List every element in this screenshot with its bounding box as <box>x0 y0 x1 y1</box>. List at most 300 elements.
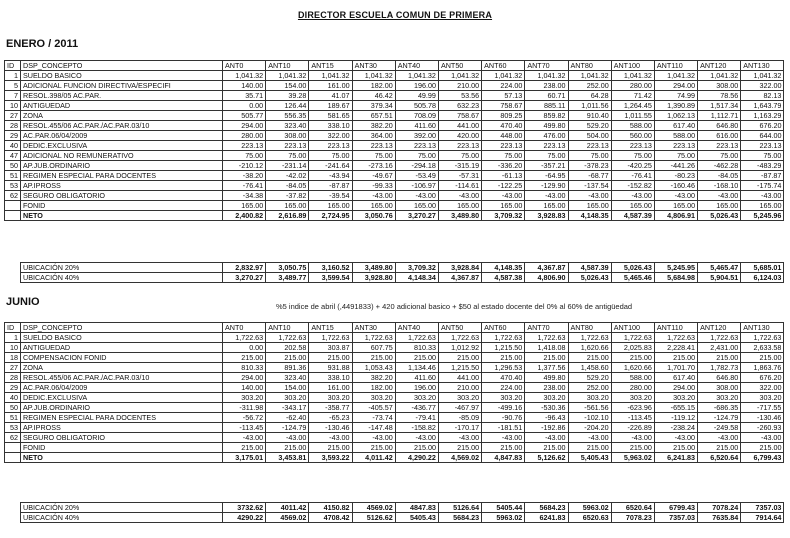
table-cell: 1,722.63 <box>309 333 352 343</box>
table-cell: 75.00 <box>568 151 611 161</box>
table-cell: 5,126.62 <box>525 453 568 463</box>
table-cell: 196.00 <box>395 383 438 393</box>
table-cell: 4569.02 <box>352 503 395 513</box>
table-cell: 3,489.80 <box>438 211 481 221</box>
table-cell: DEDIC.EXCLUSIVA <box>21 141 223 151</box>
table-cell: 64.28 <box>568 91 611 101</box>
table-cell: 1,390.89 <box>654 101 697 111</box>
table-cell: -43.00 <box>352 433 395 443</box>
table-cell: 411.60 <box>395 373 438 383</box>
ubicacion-table-junio <box>20 502 784 523</box>
table-cell: -106.97 <box>395 181 438 191</box>
table-cell: 6520.63 <box>568 513 611 523</box>
table-row <box>5 71 784 81</box>
table-cell: 223.13 <box>438 141 481 151</box>
table-row <box>5 413 784 423</box>
table-row <box>5 201 784 211</box>
table-cell: 1,722.63 <box>654 333 697 343</box>
table-cell: SUELDO BASICO <box>21 333 223 343</box>
table-cell: ANT130 <box>741 61 784 71</box>
table-cell: AP.JUB.ORDINARIO <box>21 403 223 413</box>
table-cell: ANT110 <box>654 323 697 333</box>
table-cell: 1,112.71 <box>698 111 741 121</box>
table-cell: AC.PAR.06/04/2009 <box>21 131 223 141</box>
table-cell: 476.00 <box>525 131 568 141</box>
table-cell: 1,722.63 <box>568 333 611 343</box>
table-cell: 505.78 <box>395 101 438 111</box>
table-cell: 75.00 <box>266 151 309 161</box>
table-cell: 5 <box>5 81 21 91</box>
table-cell: 303.20 <box>266 393 309 403</box>
table-cell: 1,620.66 <box>568 343 611 353</box>
table-cell: 411.60 <box>395 121 438 131</box>
table-cell: -43.94 <box>309 171 352 181</box>
table-cell: 5,963.02 <box>611 453 654 463</box>
table-cell: -56.72 <box>223 413 266 423</box>
table-cell: 215.00 <box>568 353 611 363</box>
table-cell: 189.67 <box>309 101 352 111</box>
table-cell: -53.49 <box>395 171 438 181</box>
table-cell: 215.00 <box>395 353 438 363</box>
table-cell: 75.00 <box>352 151 395 161</box>
table-cell: -43.00 <box>654 191 697 201</box>
table-cell: 35.71 <box>223 91 266 101</box>
table-cell: 3,270.27 <box>223 273 266 283</box>
table-cell: 323.40 <box>266 121 309 131</box>
table-cell: AP.IPROSS <box>21 181 223 191</box>
table-cell: 224.00 <box>482 383 525 393</box>
table-cell: -315.19 <box>438 161 481 171</box>
table-cell: 504.00 <box>568 131 611 141</box>
table-cell: ANTIGUEDAD <box>21 101 223 111</box>
table-cell: 303.87 <box>309 343 352 353</box>
table-cell: -260.93 <box>741 423 784 433</box>
table-cell: 1,041.32 <box>698 71 741 81</box>
table-row <box>5 101 784 111</box>
table-cell: UBICACIÓN 20% <box>21 503 223 513</box>
table-cell: 308.00 <box>698 383 741 393</box>
table-cell: 322.00 <box>741 383 784 393</box>
table-cell: 1,722.63 <box>223 333 266 343</box>
table-cell: -68.77 <box>568 171 611 181</box>
table-cell: 40 <box>5 141 21 151</box>
table-cell: 5,465.46 <box>611 273 654 283</box>
table-cell: 2,400.82 <box>223 211 266 221</box>
table-cell: 1,418.08 <box>525 343 568 353</box>
table-cell: 4,148.34 <box>395 273 438 283</box>
table-cell: NETO <box>21 453 223 463</box>
table-cell: UBICACIÓN 40% <box>21 273 223 283</box>
table-cell: 7357.03 <box>654 513 697 523</box>
table-cell: 2,228.41 <box>654 343 697 353</box>
table-cell: 323.40 <box>266 373 309 383</box>
table-cell: 215.00 <box>698 443 741 453</box>
table-cell: 4,367.87 <box>438 273 481 283</box>
table-cell: RESOL.455/06 AC.PAR./AC.PAR.03/10 <box>21 121 223 131</box>
table-cell: 1,041.32 <box>309 71 352 81</box>
table-cell: 1,701.70 <box>654 363 697 373</box>
table-cell: 75.00 <box>482 151 525 161</box>
table-cell: ANT130 <box>741 323 784 333</box>
table-cell: 223.13 <box>395 141 438 151</box>
table-cell: 1,062.13 <box>654 111 697 121</box>
table-cell: 165.00 <box>438 201 481 211</box>
table-cell: 1,041.32 <box>482 71 525 81</box>
table-cell: ANT110 <box>654 61 697 71</box>
table-cell: -160.46 <box>654 181 697 191</box>
table-cell: 588.00 <box>611 121 654 131</box>
table-cell: 75.00 <box>223 151 266 161</box>
table-cell: -65.23 <box>309 413 352 423</box>
table-cell: 294.00 <box>654 81 697 91</box>
table-cell: 82.13 <box>741 91 784 101</box>
table-cell: 470.40 <box>482 373 525 383</box>
table-row <box>5 343 784 353</box>
table-cell: 1,053.43 <box>352 363 395 373</box>
neto-row <box>5 211 784 221</box>
table-cell: 0.00 <box>223 343 266 353</box>
table-cell: 810.33 <box>395 343 438 353</box>
table-cell: 165.00 <box>698 201 741 211</box>
table-cell: 1,722.63 <box>741 333 784 343</box>
table-cell: 7078.24 <box>698 503 741 513</box>
table-cell: 3,489.77 <box>266 273 309 283</box>
table-cell: 161.00 <box>309 81 352 91</box>
table-cell: 252.00 <box>568 383 611 393</box>
table-row <box>5 383 784 393</box>
table-cell <box>5 211 21 221</box>
table-cell: 1,377.56 <box>525 363 568 373</box>
table-cell: 215.00 <box>741 353 784 363</box>
table-cell: 470.40 <box>482 121 525 131</box>
table-row <box>5 161 784 171</box>
table-cell: 75.00 <box>438 151 481 161</box>
table-cell: 5126.62 <box>352 513 395 523</box>
table-cell <box>5 453 21 463</box>
table-cell: 6,124.03 <box>741 273 784 283</box>
table-cell: 57.13 <box>482 91 525 101</box>
table-cell: -85.09 <box>438 413 481 423</box>
table-cell: ANT10 <box>266 61 309 71</box>
table-cell: -64.95 <box>525 171 568 181</box>
table-cell: -462.28 <box>698 161 741 171</box>
table-cell: 6,520.64 <box>698 453 741 463</box>
table-cell: 392.00 <box>395 131 438 141</box>
table-cell: 5684.23 <box>525 503 568 513</box>
table-cell: -38.20 <box>223 171 266 181</box>
table-cell: -37.82 <box>266 191 309 201</box>
table-cell: 1,722.63 <box>395 333 438 343</box>
table-cell: 758.67 <box>438 111 481 121</box>
table-cell: 1 <box>5 71 21 81</box>
table-cell: -90.76 <box>482 413 525 423</box>
table-cell: ANT120 <box>698 323 741 333</box>
table-cell: 1,296.53 <box>482 363 525 373</box>
table-cell: 51 <box>5 171 21 181</box>
table-cell: 294.00 <box>654 383 697 393</box>
table-cell: 1 <box>5 333 21 343</box>
table-cell: 3,160.52 <box>309 263 352 273</box>
table-cell: -43.00 <box>698 433 741 443</box>
table-cell: 210.00 <box>438 383 481 393</box>
table-cell: 5963.02 <box>482 513 525 523</box>
table-cell: 338.10 <box>309 121 352 131</box>
table-cell: -43.00 <box>395 191 438 201</box>
table-cell: -405.57 <box>352 403 395 413</box>
table-cell: 3,599.54 <box>309 273 352 283</box>
table-cell: 303.20 <box>438 393 481 403</box>
table-cell: 303.20 <box>741 393 784 403</box>
table-cell: 644.00 <box>741 131 784 141</box>
table-cell: -273.16 <box>352 161 395 171</box>
table-cell: -43.00 <box>525 433 568 443</box>
table-cell: 859.82 <box>525 111 568 121</box>
table-cell: 676.20 <box>741 373 784 383</box>
table-cell: ANT0 <box>223 61 266 71</box>
table-cell: 10 <box>5 101 21 111</box>
table-cell: 280.00 <box>611 81 654 91</box>
table-cell: 215.00 <box>482 353 525 363</box>
table-cell: 165.00 <box>654 201 697 211</box>
table-row <box>5 181 784 191</box>
table-cell: COMPENSACION FONID <box>21 353 223 363</box>
table-cell: 364.00 <box>352 131 395 141</box>
table-cell: -43.00 <box>438 433 481 443</box>
table-cell: 885.11 <box>525 101 568 111</box>
table-cell: ZONA <box>21 363 223 373</box>
table-row <box>5 191 784 201</box>
table-cell: 1,041.32 <box>611 71 654 81</box>
table-cell: -43.00 <box>611 191 654 201</box>
table-cell: 46.42 <box>352 91 395 101</box>
table-cell: -43.00 <box>741 191 784 201</box>
table-cell: -336.20 <box>482 161 525 171</box>
table-cell: -96.43 <box>525 413 568 423</box>
table-cell: 382.20 <box>352 373 395 383</box>
table-cell: 140.00 <box>223 383 266 393</box>
table-cell: 3,050.75 <box>266 263 309 273</box>
table-cell: 5,026.43 <box>698 211 741 221</box>
table-cell: 4847.83 <box>395 503 438 513</box>
table-cell: 529.20 <box>568 373 611 383</box>
table-cell: -87.87 <box>741 171 784 181</box>
table-cell: 303.20 <box>309 393 352 403</box>
table-cell: ANT40 <box>395 323 438 333</box>
table-cell: -76.41 <box>611 171 654 181</box>
table-cell: 7635.84 <box>698 513 741 523</box>
table-cell: ANT80 <box>568 323 611 333</box>
table-cell: -43.00 <box>611 433 654 443</box>
table-cell: 215.00 <box>611 443 654 453</box>
table-row <box>5 353 784 363</box>
table-cell: -43.00 <box>309 433 352 443</box>
table-cell: 5126.64 <box>438 503 481 513</box>
table-cell: -42.02 <box>266 171 309 181</box>
table-cell: 75.00 <box>741 151 784 161</box>
table-cell: 215.00 <box>352 353 395 363</box>
table-cell: 215.00 <box>309 353 352 363</box>
table-cell: 617.40 <box>654 121 697 131</box>
table-cell: 40 <box>5 393 21 403</box>
table-cell: 4,148.35 <box>568 211 611 221</box>
table-cell: -175.74 <box>741 181 784 191</box>
table-cell: 165.00 <box>568 201 611 211</box>
table-cell: UBICACIÓN 20% <box>21 263 223 273</box>
table-cell: 1,782.73 <box>698 363 741 373</box>
table-cell: AC.PAR.06/04/2009 <box>21 383 223 393</box>
table-cell: ANT50 <box>438 61 481 71</box>
table-cell: 182.00 <box>352 383 395 393</box>
table-cell: 223.13 <box>611 141 654 151</box>
table-cell: 28 <box>5 373 21 383</box>
table-cell: FONID <box>21 443 223 453</box>
table-cell: -147.48 <box>352 423 395 433</box>
table-cell: -129.90 <box>525 181 568 191</box>
table-cell: 3,928.84 <box>438 263 481 273</box>
table-cell: FONID <box>21 201 223 211</box>
table-cell: 308.00 <box>266 131 309 141</box>
table-cell: 215.00 <box>395 443 438 453</box>
table-cell: 196.00 <box>395 81 438 91</box>
table-cell: 5,904.51 <box>698 273 741 283</box>
table-cell: 215.00 <box>266 443 309 453</box>
table-cell: 420.00 <box>438 131 481 141</box>
table-cell: -655.15 <box>654 403 697 413</box>
table-cell: 616.00 <box>698 131 741 141</box>
table-cell: -43.00 <box>438 191 481 201</box>
table-cell: 1,643.79 <box>741 101 784 111</box>
table-cell: 1,163.29 <box>741 111 784 121</box>
salary-table-junio <box>4 322 784 463</box>
table-cell: 1,041.32 <box>223 71 266 81</box>
table-cell: 224.00 <box>482 81 525 91</box>
table-cell: 75.00 <box>654 151 697 161</box>
table-cell: DSP_CONCEPTO <box>21 323 223 333</box>
table-cell: -80.23 <box>654 171 697 181</box>
table-cell: 161.00 <box>309 383 352 393</box>
table-cell: -99.33 <box>352 181 395 191</box>
table-cell: ANT70 <box>525 61 568 71</box>
table-cell: 3,489.80 <box>352 263 395 273</box>
table-cell: 215.00 <box>698 353 741 363</box>
table-cell: 2,431.00 <box>698 343 741 353</box>
table-cell: 1,264.45 <box>611 101 654 111</box>
table-cell: 588.00 <box>654 131 697 141</box>
table-cell: 303.20 <box>395 393 438 403</box>
table-cell: 215.00 <box>654 443 697 453</box>
table-cell: 215.00 <box>568 443 611 453</box>
table-cell: 4,587.38 <box>482 273 525 283</box>
table-cell: 708.09 <box>395 111 438 121</box>
table-cell: 140.00 <box>223 81 266 91</box>
table-cell: REGIMEN ESPECIAL PARA DOCENTES <box>21 171 223 181</box>
table-cell: 3,709.32 <box>482 211 525 221</box>
table-cell: -210.12 <box>223 161 266 171</box>
neto-row <box>5 453 784 463</box>
table-cell: 5963.02 <box>568 503 611 513</box>
table-cell: 4,587.39 <box>611 211 654 221</box>
table-cell: -43.00 <box>525 191 568 201</box>
table-cell: 223.13 <box>482 141 525 151</box>
table-cell: 448.00 <box>482 131 525 141</box>
table-cell: 303.20 <box>698 393 741 403</box>
table-cell: -137.54 <box>568 181 611 191</box>
table-cell: 1,041.32 <box>741 71 784 81</box>
table-cell: 1,620.66 <box>611 363 654 373</box>
table-cell: 382.20 <box>352 121 395 131</box>
table-cell: -122.25 <box>482 181 525 191</box>
table-cell: ANT15 <box>309 61 352 71</box>
table-cell: 758.67 <box>482 101 525 111</box>
table-cell: 4569.02 <box>266 513 309 523</box>
table-cell: -73.74 <box>352 413 395 423</box>
table-cell: 379.34 <box>352 101 395 111</box>
table-cell: 810.33 <box>223 363 266 373</box>
table-cell: -436.77 <box>395 403 438 413</box>
table-cell: -43.00 <box>654 433 697 443</box>
table-cell: 75.00 <box>525 151 568 161</box>
table-cell: ANT80 <box>568 61 611 71</box>
table-cell: 499.80 <box>525 121 568 131</box>
table-cell: -204.20 <box>568 423 611 433</box>
table-cell: 1,722.63 <box>482 333 525 343</box>
table-cell: 165.00 <box>223 201 266 211</box>
table-cell: ANT100 <box>611 323 654 333</box>
table-row <box>5 81 784 91</box>
section-title-enero: ENERO / 2011 <box>6 38 79 50</box>
table-cell: 75.00 <box>698 151 741 161</box>
table-cell: 1,722.63 <box>611 333 654 343</box>
table-cell: 215.00 <box>741 443 784 453</box>
table-row <box>5 171 784 181</box>
table-cell: 809.25 <box>482 111 525 121</box>
table-cell: 39.28 <box>266 91 309 101</box>
table-cell: 3,175.01 <box>223 453 266 463</box>
table-cell: 1,041.32 <box>525 71 568 81</box>
table-cell: 1,012.92 <box>438 343 481 353</box>
table-cell: 223.13 <box>309 141 352 151</box>
table-cell: 223.13 <box>568 141 611 151</box>
table-cell: -170.17 <box>438 423 481 433</box>
table-cell: -561.56 <box>568 403 611 413</box>
table-cell: 5,465.47 <box>698 263 741 273</box>
table-cell: 676.20 <box>741 121 784 131</box>
table-cell: 27 <box>5 363 21 373</box>
table-cell: 505.77 <box>223 111 266 121</box>
table-cell: 2,025.83 <box>611 343 654 353</box>
table-cell: 617.40 <box>654 373 697 383</box>
table-cell: 529.20 <box>568 121 611 131</box>
table-cell: 1,041.32 <box>654 71 697 81</box>
table-cell: 6,241.83 <box>654 453 697 463</box>
table-cell: -49.67 <box>352 171 395 181</box>
table-cell: 646.80 <box>698 121 741 131</box>
table-cell: 4,806.91 <box>654 211 697 221</box>
table-cell: 1,863.76 <box>741 363 784 373</box>
table-cell: 4150.82 <box>309 503 352 513</box>
table-cell: 2,724.95 <box>309 211 352 221</box>
table-cell: -84.05 <box>698 171 741 181</box>
table-cell: -294.18 <box>395 161 438 171</box>
table-cell: RESOL.455/06 AC.PAR./AC.PAR.03/10 <box>21 373 223 383</box>
table-cell: 2,616.89 <box>266 211 309 221</box>
table-cell: 252.00 <box>568 81 611 91</box>
table-cell: 7357.03 <box>741 503 784 513</box>
table-cell: 2,633.58 <box>741 343 784 353</box>
table-cell: SEGURO OBLIGATORIO <box>21 191 223 201</box>
table-row <box>5 121 784 131</box>
table-cell: 441.00 <box>438 121 481 131</box>
